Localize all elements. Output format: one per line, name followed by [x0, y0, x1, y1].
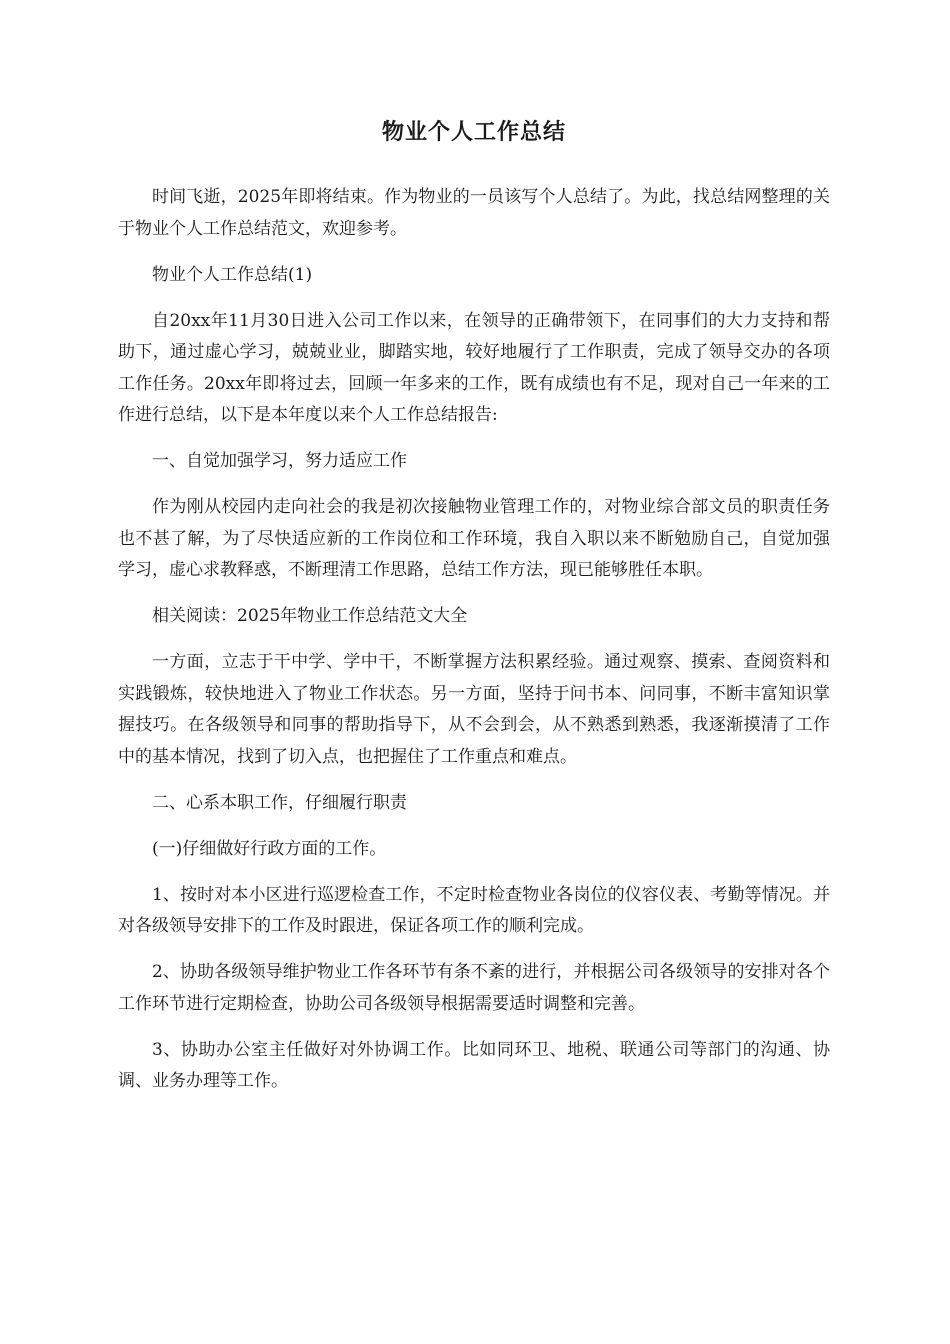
list-item-3: 3、协助办公室主任做好对外协调工作。比如同环卫、地税、联通公司等部门的沟通、协调、业务办理等工作。 [118, 1039, 830, 1091]
list-item-1: 1、按时对本小区进行巡逻检查工作，不定时检查物业各岗位的仪容仪表、考勤等情况。并对各级领导安排下的工作及时跟进，保证各项工作的顺利完成。 [118, 884, 830, 936]
paragraph-intro: 时间飞逝，2025年即将结束。作为物业的一员该写个人总结了。为此，找总结网整理的关于物业个人工作总结范文，欢迎参考。 [118, 187, 830, 239]
section-heading-2: 二、心系本职工作，仔细履行职责 [152, 792, 407, 813]
related-reading: 相关阅读：2025年物业工作总结范文大全 [152, 606, 468, 626]
list-item-2: 2、协助各级领导维护物业工作各环节有条不紊的进行，并根据公司各级领导的安排对各个工作环节进行定期检查，协助公司各级领导根据需要适时调整和完善。 [118, 962, 830, 1014]
document-page [118, 112, 830, 1112]
subsection-heading: (一)仔细做好行政方面的工作。 [152, 838, 387, 859]
paragraph-subtitle: 物业个人工作总结(1) [152, 264, 313, 285]
paragraph-overview: 自20xx年11月30日进入公司工作以来，在领导的正确带领下，在同事们的大力支持和帮助下，通过虚心学习，兢兢业业，脚踏实地，较好地履行了工作职责，完成了领导交办的各项工作任务。20xx年即将过去，回顾一年多来的工作，既有成绩也有不足，现对自己一年来的工作进行总结，以下是本年度以来个人工作总结报告: [118, 310, 830, 425]
document-title: 物业个人工作总结 [381, 119, 566, 145]
section-heading-1: 一、自觉加强学习，努力适应工作 [152, 451, 407, 471]
paragraph-methods: 一方面，立志于干中学、学中干，不断掌握方法积累经验。通过观察、摸索、查阅资料和实践锻炼，较快地进入了物业工作状态。另一方面，坚持于问书本、问同事，不断丰富知识掌握技巧。在各级领导和同事的帮助指导下，从不会到会，从不熟悉到熟悉，我逐渐摸清了工作中的基本情况，找到了切入点，也把握住了工作重点和难点。 [118, 652, 830, 767]
paragraph-learning: 作为刚从校园内走向社会的我是初次接触物业管理工作的，对物业综合部文员的职责任务也不甚了解，为了尽快适应新的工作岗位和工作环境，我自入职以来不断勉励自己，自觉加强学习，虚心求教释惑，不断理清工作思路，总结工作方法，现已能够胜任本职。 [118, 497, 830, 580]
